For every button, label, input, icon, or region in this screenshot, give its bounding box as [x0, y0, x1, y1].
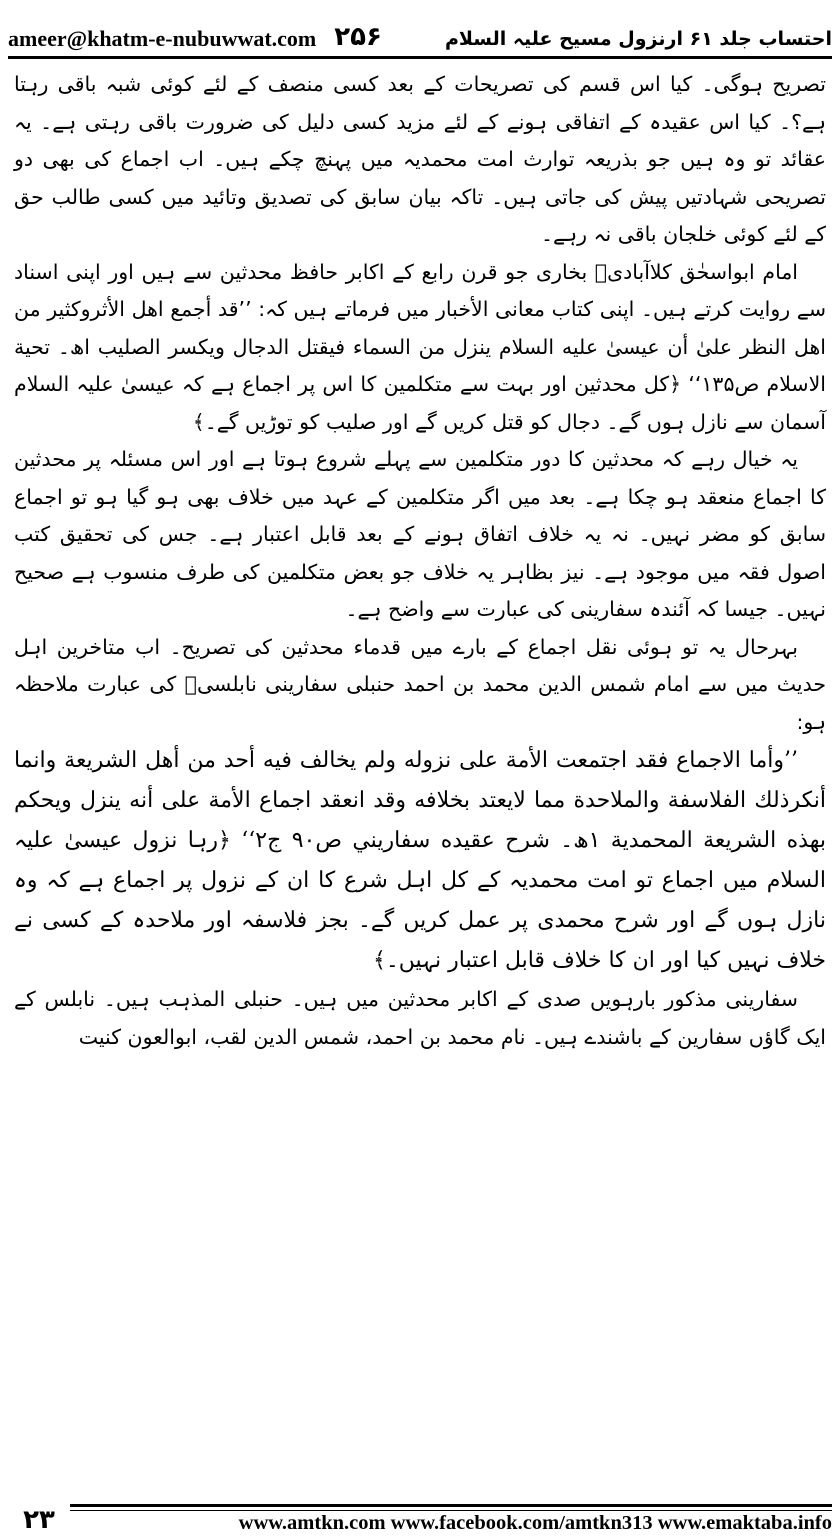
footer-thin-line — [70, 1510, 832, 1511]
footer-thick-line — [70, 1504, 832, 1507]
header-email: ameer@khatm-e-nubuwwat.com — [8, 26, 317, 51]
footer-links: www.amtkn.com www.facebook.com/amtkn313 www.emaktaba.info — [238, 1512, 832, 1534]
paragraph-6: سفارینی مذکور بارہویں صدی کے اکابر محدثین میں ہیں۔ حنبلی المذہب ہیں۔ نابلس کے ایک گاؤں سفارین کے باشندے ہیں۔ نام محمد بن احمد، شمس الدین لقب، ابوالعون کنیت — [14, 987, 826, 1049]
header-left — [8, 22, 382, 56]
header-page-number: ۲۵۶ — [334, 22, 382, 52]
page-body — [14, 66, 826, 1466]
footer-page-number: ۲۳ — [23, 1505, 55, 1535]
paragraph-3: یہ خیال رہے کہ محدثین کا دور متکلمین سے پہلے شروع ہوتا ہے اور اس مسئلہ پر محدثین کا اجماع منعقد ہو چکا ہے۔ بعد میں اگر متکلمین کے عہد میں خلاف بھی ہو گیا ہو تو اجماع سابق کو مضر نہیں۔ نہ یہ خلاف اتفاق ہونے کے بعد قابل اعتبار ہے۔ جس کی تحقیق کتب اصول فقہ میں موجود ہے۔ نیز بظاہر یہ خلاف جو بعض متکلمین کی طرف منسوب ہے صحیح نہیں۔ جیسا کہ آئندہ سفارینی کی عبارت سے واضح ہے۔ — [14, 447, 826, 621]
footer-rule — [70, 1500, 832, 1540]
paragraph-4: بہرحال یہ تو ہوئی نقل اجماع کے بارے میں قدماء محدثین کی تصریح۔ اب متاخرین اہل حدیث میں سے امام شمس الدین محمد بن احمد حنبلی سفارینی نابلسیؒ کی عبارت ملاحظہ ہو: — [14, 634, 826, 734]
header-book-title: احتساب جلد ۶۱ ارنزول مسیح علیہ السلام — [444, 28, 832, 50]
paragraph-5-quote: ’’وأما الاجماع فقد اجتمعت الأمة على نزوله ولم يخالف فيه أحد من أهل الشريعة وانما أنكرذلك الفلاسفة والملاحدة مما لايعتد بخلافه وقد انعقد اجماع الأمة على أنه ينزل ويحكم بهذه الشريعة المحمدية ١ھ۔ شرح عقيده سفاريني ص٩٠ ج٢‘‘ ﴿رہا نزول عیسیٰ علیہ السلام میں اجماع تو امت محمدیہ کے کل اہل شرع کا ان کے نزول پر اجماع ہے کہ وہ نازل ہوں گے اور شرح محمدی پر عمل کریں گے۔ بجز فلاسفہ اور ملاحدہ کے کسی نے خلاف نہیں کیا اور ان کا خلاف قابل اعتبار نہیں۔﴾ — [14, 748, 826, 973]
page-footer — [8, 1500, 832, 1540]
page-header — [8, 14, 832, 59]
paragraph-2: امام ابواسحٰق کلاآبادیؒ بخاری جو قرن رابع کے اکابر حافظ محدثین سے ہیں اور اپنی اسناد سے روایت کرتے ہیں۔ اپنی کتاب معانی الأخبار میں فرماتے ہیں کہ: ’’قد أجمع اهل الأثروكثير من اهل النظر علىٰ أن عيسىٰ عليه السلام ينزل من السماء فيقتل الدجال ويكسر الصليب اھ۔ تحية الاسلام ص۱۳۵‘‘ ﴿کل محدثین اور بہت سے متکلمین کا اس پر اجماع ہے کہ عیسیٰ علیہ السلام آسمان سے نازل ہوں گے۔ دجال کو قتل کریں گے اور صلیب کو توڑیں گے۔﴾ — [14, 259, 826, 434]
paragraph-1: تصریح ہوگی۔ کیا اس قسم کی تصریحات کے بعد کسی منصف کے لئے کوئی شبہ باقی رہتا ہے؟۔ کیا اس عقیدہ کے اتفاقی ہونے کے لئے مزید کسی دلیل کی ضرورت باقی رہتی ہے۔ یہ عقائد تو وہ ہیں جو بذریعہ توارث امت محمدیہ میں پہنچ چکے ہیں۔ اب اجماع کی بھی دو تصریحی شہادتیں پیش کی جاتی ہیں۔ تاکہ بیان سابق کی تصدیق وتائید میں کسی طالب حق کے لئے کوئی خلجان باقی نہ رہے۔ — [14, 72, 826, 246]
